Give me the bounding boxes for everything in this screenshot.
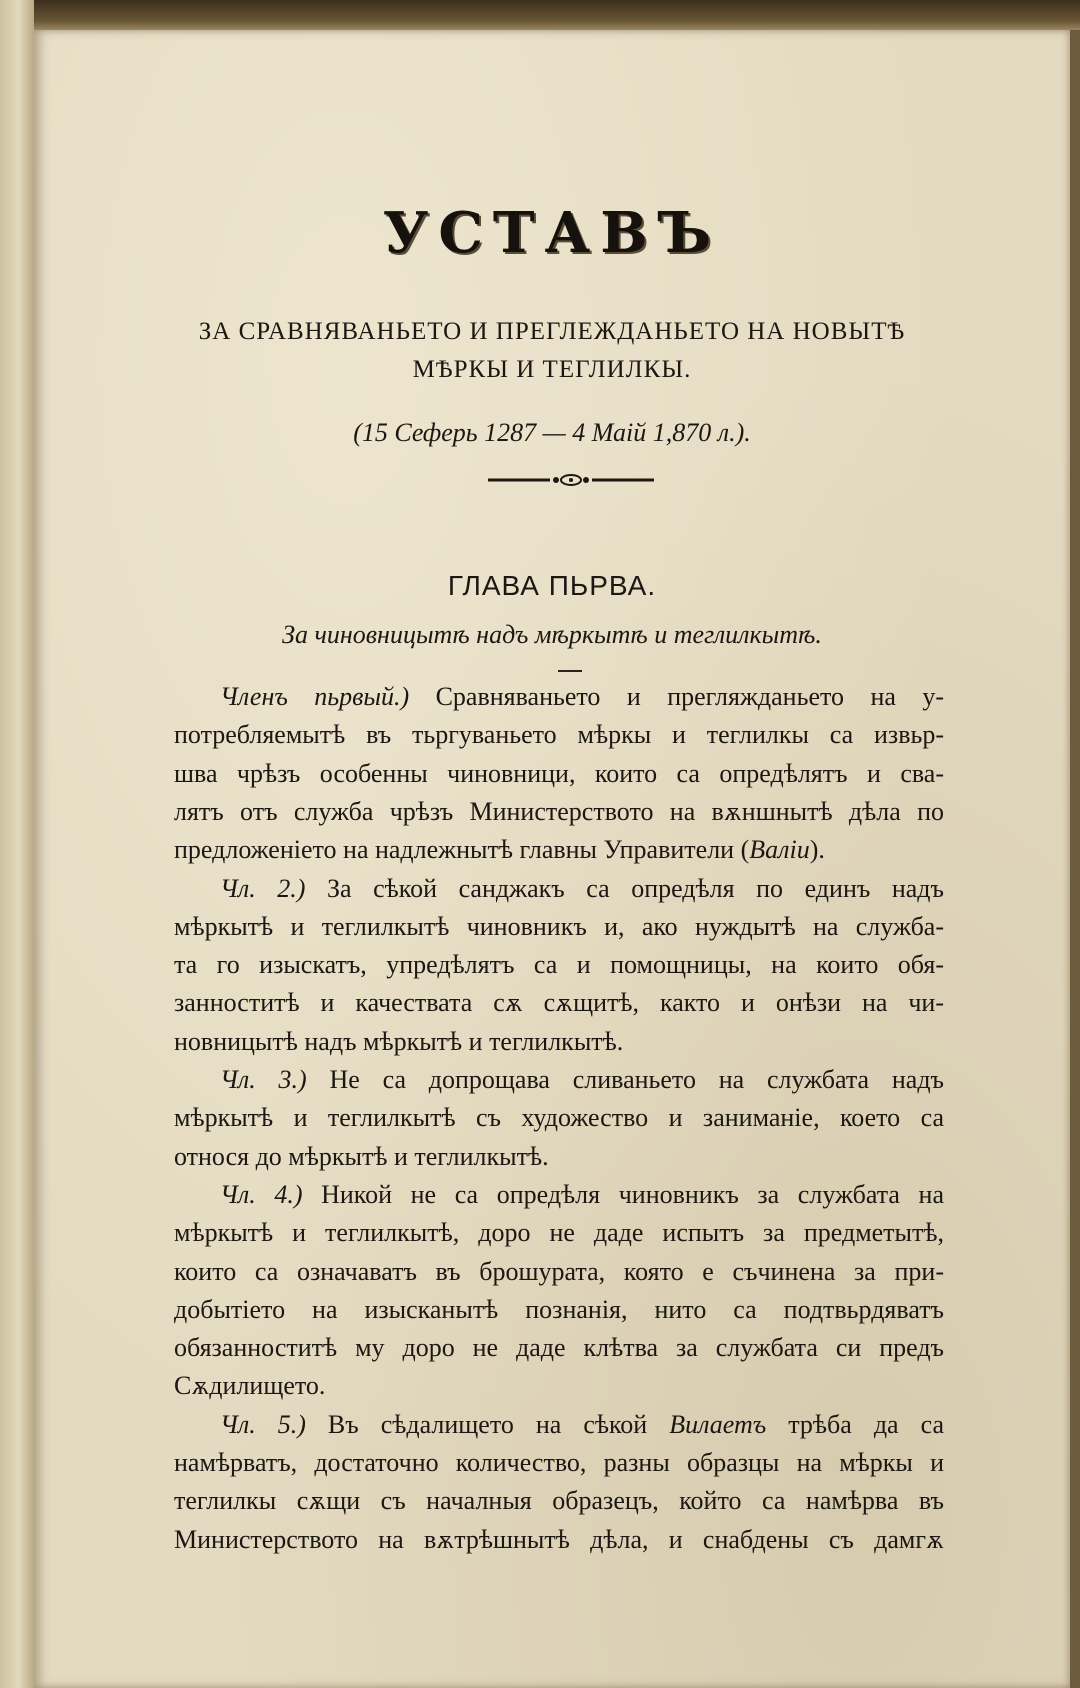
line-text: занноститѣ и качествата сѫ сѫщитѣ, както и онѣзи на чи- xyxy=(174,988,944,1018)
ornament-divider xyxy=(488,473,654,487)
document-title: УСТАВЪ xyxy=(382,200,722,266)
text-line xyxy=(174,1371,944,1401)
subtitle-line-2: МѢРКЫ И ТЕГЛИЛКЫ. xyxy=(412,356,692,383)
text-line xyxy=(220,1410,944,1440)
short-dash xyxy=(558,670,582,672)
text-line xyxy=(220,874,944,904)
line-text: та го изыскатъ, упредѣлятъ са и помощницы, на които обя- xyxy=(174,950,944,980)
text-line xyxy=(174,1295,944,1325)
article-label: Чл. 2.) xyxy=(220,873,306,903)
text-line xyxy=(220,1065,944,1095)
book-page xyxy=(34,30,1070,1688)
line-text: предложеніето на надлежнытѣ главны Управители ( xyxy=(174,835,750,865)
subtitle-line-1: ЗА СРАВНЯВАНЬЕТО И ПРЕГЛЕЖДАНЬЕТО НА НОВЫТѢ xyxy=(198,318,906,345)
line-text: Никой не са опредѣля чиновникъ за службата на xyxy=(302,1179,944,1209)
text-line xyxy=(174,950,944,980)
text-line xyxy=(174,835,944,865)
line-text: потребляемытѣ въ тьргуваньето мѣркы и теглилкы са извьр- xyxy=(174,720,944,750)
line-tail: ). xyxy=(809,835,825,865)
text-line xyxy=(174,988,944,1018)
line-text: новницытѣ надъ мѣркытѣ и теглилкытѣ. xyxy=(174,1026,624,1056)
text-line xyxy=(174,797,944,827)
article-label: Чл. 5.) xyxy=(220,1409,306,1439)
line-text: Въ сѣдалището на сѣкой xyxy=(305,1409,670,1439)
chapter-subheading: За чиновницытѣ надъ мѣркытѣ и теглилкытѣ. xyxy=(282,620,822,649)
line-text: Не са допрощава сливаньето на службата надъ xyxy=(306,1065,944,1094)
text-line xyxy=(174,1142,944,1172)
text-line xyxy=(174,1525,944,1555)
article-label: Чл. 4.) xyxy=(220,1179,303,1209)
article-label: Чл. 3.) xyxy=(220,1065,307,1094)
text-line xyxy=(174,1448,944,1478)
article-label: Членъ пьрвый.) xyxy=(220,682,410,711)
line-text: добытіето на изысканытѣ познанія, нито са подтвьрдяватъ xyxy=(174,1294,944,1324)
italic-term: Валіи xyxy=(749,835,810,865)
left-page-edge xyxy=(0,0,34,1688)
line-text: намѣрватъ, достаточно количество, разны образцы на мѣркы и xyxy=(174,1448,944,1477)
text-line xyxy=(174,759,944,789)
text-line xyxy=(174,1103,944,1133)
line-text: обязанноститѣ му доро не даде клѣтва за службата си предъ xyxy=(174,1333,944,1363)
line-text: шва чрѣзъ особенны чиновници, които са опредѣлятъ и сва- xyxy=(174,758,944,788)
line-text: теглилкы сѫщи съ началныя образецъ, който са намѣрва въ xyxy=(174,1486,944,1516)
italic-term: Вилаетъ xyxy=(669,1409,767,1439)
line-text: които са означаватъ въ брошурата, която е съчинена за при- xyxy=(174,1256,944,1286)
line-text: Сѫдилището. xyxy=(174,1371,326,1401)
line-text: Министерството на вѫтрѣшнытѣ дѣла, и снабдены съ дамгѫ xyxy=(174,1524,944,1554)
text-line xyxy=(220,1180,944,1210)
text-line xyxy=(174,1027,944,1057)
text-line xyxy=(220,682,944,712)
text-line xyxy=(174,1333,944,1363)
line-text: мѣркытѣ и теглилкытѣ съ художество и заниманіе, което са xyxy=(174,1103,944,1133)
text-line xyxy=(174,1486,944,1516)
line-text: мѣркытѣ и теглилкытѣ, доро не даде испытъ за предметытѣ, xyxy=(174,1218,944,1248)
text-line xyxy=(174,1257,944,1287)
line-text: мѣркытѣ и теглилкытѣ чиновникъ и, ако нуждытѣ на служба- xyxy=(174,911,944,941)
text-line xyxy=(174,720,944,750)
text-line xyxy=(174,912,944,942)
date-line: (15 Сеферь 1287 — 4 Маій 1,870 л.). xyxy=(353,418,751,447)
line-text: Сравняваньето и прегляжданьето на у- xyxy=(409,682,944,711)
book-top-edge xyxy=(0,0,1080,30)
line-tail: трѣба да са xyxy=(766,1409,944,1439)
line-text: лятъ отъ служба чрѣзъ Министерството на вѫншнытѣ дѣла по xyxy=(174,796,944,826)
chapter-heading: ГЛАВА ПЬРВА. xyxy=(447,570,657,601)
line-text: За сѣкой санджакъ са опредѣля по единъ надъ xyxy=(305,873,944,903)
line-text: относя до мѣркытѣ и теглилкытѣ. xyxy=(174,1141,549,1171)
text-line xyxy=(174,1218,944,1248)
